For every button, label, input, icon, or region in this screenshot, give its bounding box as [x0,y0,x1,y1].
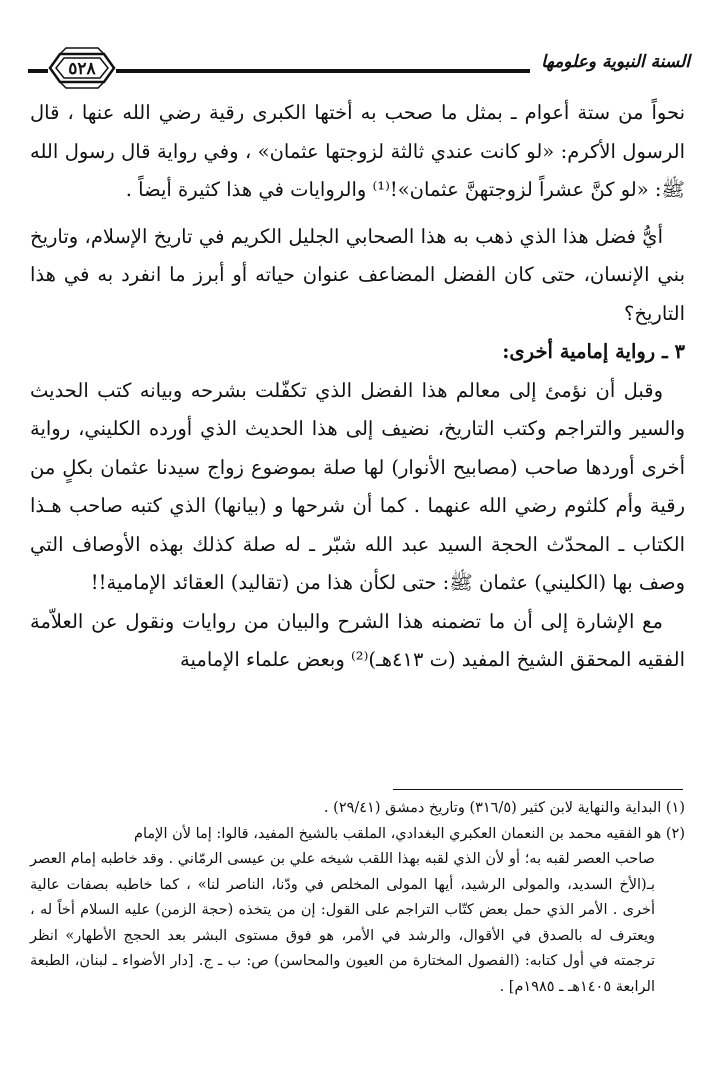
page-number: ٥٢٨ [68,59,96,79]
footnote-2: (٢) هو الفقيه محمد بن النعمان العكبري البغدادي، الملقب بالشيخ المفيد، قالوا: إما لأن الإمام [134,825,685,842]
page-number-ornament [46,44,118,92]
footnote-1: (١) البداية والنهاية لابن كثير (٣١٦/٥) وتاريخ دمشق (٢٩/٤١) . [323,800,685,816]
running-title: السنة النبوية وعلومها [541,52,690,72]
footnotes [30,796,685,1000]
header-rule [116,69,530,73]
paragraph: أيُّ فضل هذا الذي ذهب به هذا الصحابي الجليل الكريم في تاريخ الإسلام، وتاريخ بني الإنسان، حتى كان الفضل المضاعف عنوان حياته أو أبرز ما انفرد به في هذا التاريخ؟ [30,224,685,325]
section-heading: ٣ ـ رواية إمامية أخرى: [502,340,685,363]
header-rule-end [28,69,48,73]
paragraph: وقبل أن نؤمئ إلى معالم هذا الفضل الذي تكفّلت بشرحه وبيانه كتب الحديث والسير والتراجم وكتب التاريخ، نضيف إلى هذا الحديث الذي أورده الكليني، رواية أخرى أوردها صاحب (مصابيح الأنوار) لها صلة بموضوع زواج سيدنا عثمان بكلٍ من رقية وأم كلثوم رضي الله عنهما . كما أن شرحها و (بيانها) الذي كتبه صاحب هـذا الكتاب ـ المحدّث الحجة السيد عبد الله شبّر ـ له صلة كذلك بهذه الأوصاف التي وصف بها (الكليني) عثمان ﷺ: حتى لكأن هذا من (تقاليد) العقائد الإمامية!! [30,378,685,594]
footnote-2-continued: صاحب العصر لقبه به؛ أو لأن الذي لقبه بهذا اللقب شيخه علي بن عيسى الرمّاني . وقد خاطبه إمام العصر بـ(الأخ السديد، والمولى الرشيد، أيها المولى المخلص في ودّنا، الناصر لنا» ، كما خاطبه بصفات عالية أخرى . الأمر الذي حمل بعض كتّاب التراجم على القول: إن من يتخذه (حجة الزمن) عليه السلام أخاً له ، ويعترف له بالصدق في الأقوال، والرشد في الأمر، هو فوق مستوى البشر بعد الحجج الأطهار» انظر ترجمته في أول كتابه: (الفصول المختارة من العيون والمحاسن) ص: ب ـ ج. [دار الأضواء ـ لبنان، الطبعة الرابعة ١٤٠٥هـ ـ ١٩٨٥م] . [30,851,655,995]
paragraph: نحواً من ستة أعوام ـ بمثل ما صحب به أختها الكبرى رقية رضي الله عنها ، قال الرسول الأكرم: «لو كانت عندي ثالثة لزوجتها عثمان» ، وفي رواية قال رسول الله ﷺ: «لو كنَّ عشراً لزوجتهنَّ عثمان»!⁽¹⁾ والروايات في هذا كثيرة أيضاً . [30,101,685,201]
paragraph: مع الإشارة إلى أن ما تضمنه هذا الشرح والبيان من روايات ونقول عن العلاّمة الفقيه المحقق الشيخ المفيد (ت ٤١٣هـ)⁽²⁾ وبعض علماء الإمامية [30,609,685,671]
main-text [30,94,685,680]
footnote-separator [393,789,683,790]
page-header [28,42,690,90]
